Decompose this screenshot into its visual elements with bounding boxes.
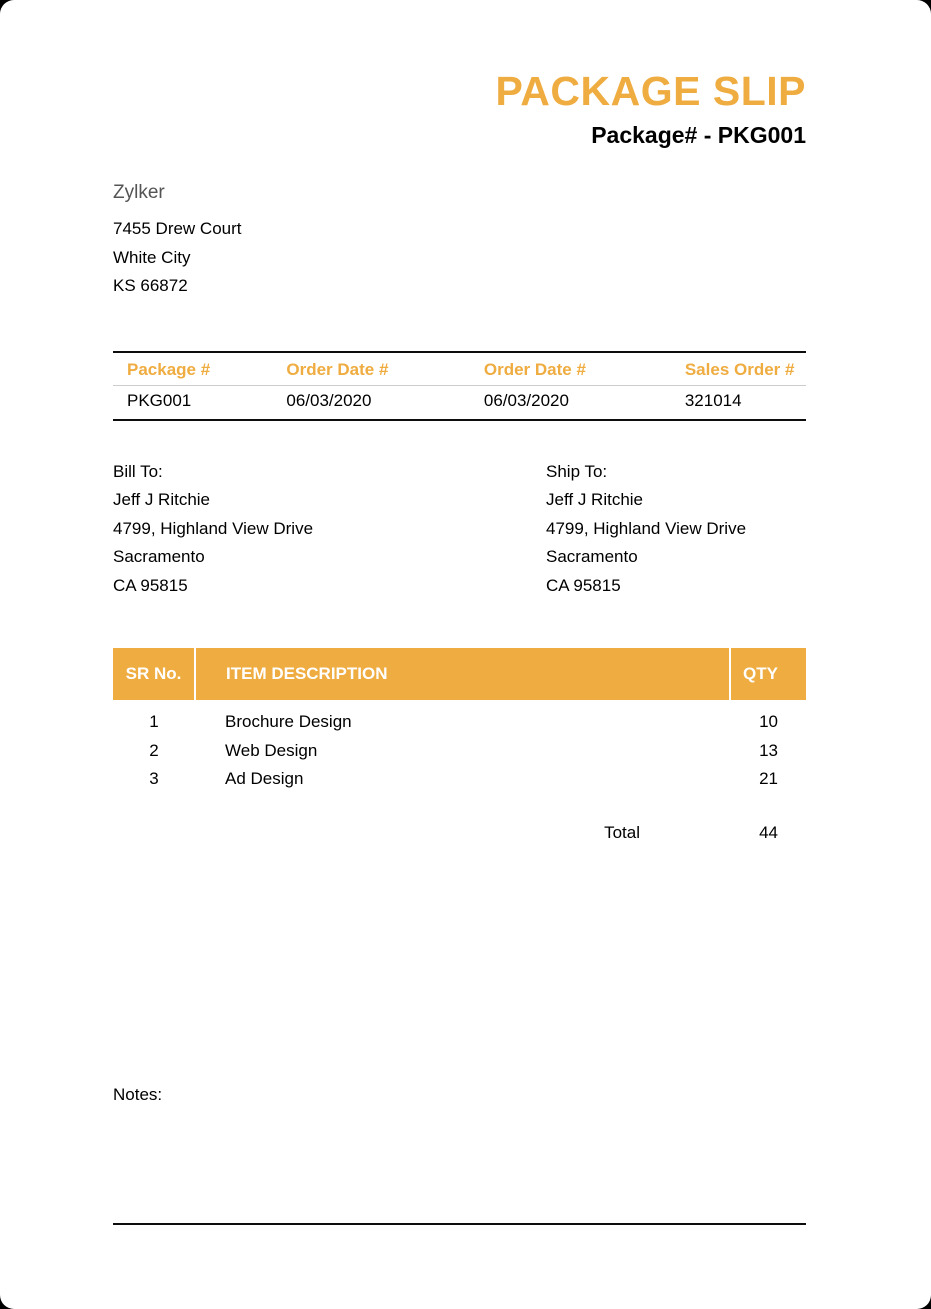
item-description: Web Design: [225, 740, 318, 760]
items-header-row: [113, 648, 806, 700]
bill-to-line: CA 95815: [113, 575, 188, 595]
order-summary-table: [113, 351, 806, 421]
summary-value-package: PKG001: [127, 390, 192, 410]
addresses-section: [113, 458, 806, 601]
bill-to-line: Jeff J Ritchie: [113, 490, 211, 510]
item-qty: 13: [759, 740, 778, 760]
item-sr-no: 2: [149, 740, 159, 760]
summary-value-sales-order: 321014: [684, 390, 742, 410]
summary-header-package: Package #: [113, 352, 272, 386]
package-number: Package# - PKG001: [591, 122, 806, 149]
footer-divider: [113, 1223, 806, 1225]
table-row: [113, 737, 806, 766]
company-address-line: KS 66872: [113, 276, 188, 296]
summary-value-order-date-1: 06/03/2020: [286, 390, 372, 410]
table-row: [113, 765, 806, 794]
company-address-line: White City: [113, 247, 191, 267]
table-row: [113, 700, 806, 737]
document-header: [113, 70, 806, 149]
item-qty: 10: [759, 712, 778, 732]
ship-to-line: Jeff J Ritchie: [546, 490, 644, 510]
ship-to-label: Ship To:: [546, 461, 608, 481]
page-content: [113, 0, 806, 843]
summary-header-order-date-1: Order Date #: [272, 352, 470, 386]
summary-value-order-date-2: 06/03/2020: [483, 390, 569, 410]
summary-value-row: [113, 385, 806, 420]
summary-header-row: [113, 352, 806, 386]
ship-to-line: Sacramento: [546, 547, 638, 567]
company-address: [113, 215, 806, 301]
company-address-line: 7455 Drew Court: [113, 219, 242, 239]
summary-header-order-date-2: Order Date #: [470, 352, 671, 386]
items-header-sr-no: SR No.: [113, 648, 195, 700]
ship-to-line: 4799, Highland View Drive: [546, 518, 747, 538]
ship-to-line: CA 95815: [546, 575, 621, 595]
items-table: [113, 648, 806, 794]
company-block: [113, 182, 806, 301]
item-sr-no: 3: [149, 769, 159, 789]
bill-to-line: 4799, Highland View Drive: [113, 518, 314, 538]
summary-header-sales-order: Sales Order #: [671, 352, 806, 386]
company-name: Zylker: [113, 182, 165, 204]
item-description: Brochure Design: [225, 712, 352, 732]
notes-label: Notes:: [113, 1085, 163, 1104]
document-title: PACKAGE SLIP: [495, 68, 806, 114]
items-header-description: ITEM DESCRIPTION: [195, 648, 730, 700]
bill-to-block: [113, 458, 546, 601]
bill-to-label: Bill To:: [113, 461, 163, 481]
item-sr-no: 1: [149, 712, 159, 732]
total-value: 44: [759, 823, 778, 843]
item-qty: 21: [759, 769, 778, 789]
item-description: Ad Design: [225, 769, 304, 789]
items-header-qty: QTY: [730, 648, 806, 700]
bill-to-line: Sacramento: [113, 547, 205, 567]
total-row: [113, 823, 806, 843]
ship-to-block: [546, 458, 746, 601]
total-label: Total: [604, 823, 640, 843]
